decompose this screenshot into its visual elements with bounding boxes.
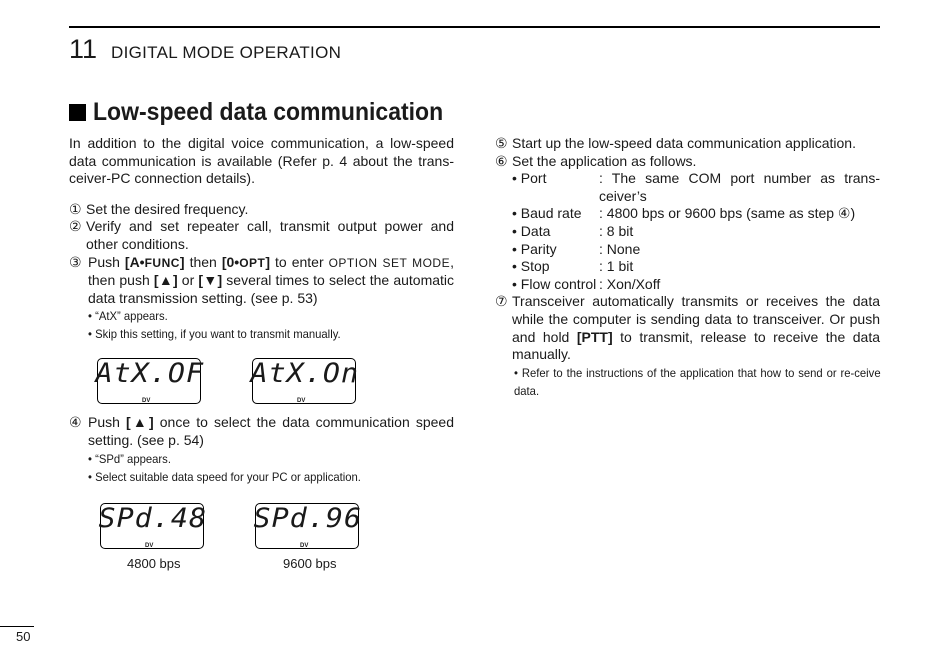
setting-key: • Parity: [512, 240, 557, 257]
text-run: once to select the data communication speed setting. (see p. 54): [88, 414, 454, 448]
step-4: [69, 414, 454, 449]
dv-indicator: DV: [300, 542, 309, 549]
step-number: ③: [69, 253, 82, 270]
text-run: Transceiver automatically transmits or receives the data while the computer is sending data to transceiver. Or push and hold: [512, 293, 880, 345]
lcd-display-speed-4800: [98, 502, 208, 549]
step-text: Set the desired frequency.: [86, 200, 249, 217]
settings-list: [512, 170, 880, 293]
header-rule: [69, 26, 880, 28]
step-text: Set the application as follows.: [512, 152, 697, 169]
step-number: ⑥: [495, 152, 508, 169]
section-title-text: Low-speed data communication: [93, 98, 444, 126]
text-run: then: [184, 253, 222, 270]
setting-key: • Stop: [512, 258, 550, 275]
text-run: to transmit, release to receive the data manually.: [512, 328, 881, 363]
func-key-label: [125, 254, 185, 270]
lcd-display-atx-on: [250, 358, 360, 405]
setting-value: : The same COM port number as trans-ceiver’s: [599, 170, 880, 204]
step-6: [495, 153, 880, 171]
note: • “AtX” appears.: [88, 309, 168, 324]
setting-value: : None: [599, 240, 641, 257]
lcd-row-atx: [69, 350, 454, 408]
setting-value: : 8 bit: [599, 222, 634, 239]
text-run: to enter: [270, 253, 329, 270]
lcd-readout: AtX.OF: [95, 358, 205, 390]
step-number: ⑤: [495, 135, 508, 151]
step-number: ④: [69, 414, 82, 431]
step-text: Verify and set repeater call, transmit output power and other conditions.: [86, 218, 454, 252]
step-3: [69, 254, 454, 308]
setting-key: • Data: [512, 222, 551, 239]
setting-key: • Port: [512, 170, 547, 187]
chapter-heading: [69, 34, 341, 65]
setting-value: : 4800 bps or 9600 bps (same as step ④): [599, 205, 856, 222]
step-5: [495, 135, 880, 153]
setting-row-stop: [512, 258, 880, 276]
dv-indicator: DV: [145, 542, 154, 549]
lcd-readout: AtX.On: [250, 358, 360, 390]
dv-indicator: DV: [297, 398, 306, 405]
setting-key: • Baud rate: [512, 205, 582, 222]
lcd-display-speed-9600: [253, 502, 363, 549]
section-title: [69, 98, 474, 127]
key-text: [A•: [124, 253, 145, 270]
step-2: [69, 218, 454, 253]
step-number: ①: [69, 200, 82, 217]
key-subtext: FUNC: [144, 255, 180, 270]
left-column: [69, 135, 454, 579]
lcd-readout: SPd.96: [253, 502, 363, 534]
step-text: [88, 414, 454, 449]
down-key-label: [▼]: [198, 272, 223, 289]
chapter-title: DIGITAL MODE OPERATION: [111, 43, 342, 62]
setting-value: : Xon/Xoff: [599, 275, 661, 292]
text-run: , then push: [88, 253, 454, 289]
lcd-readout: SPd.48: [98, 502, 208, 534]
lcd-row-speed: [69, 493, 454, 573]
setting-row-parity: [512, 241, 880, 259]
text-run: Push: [88, 414, 127, 431]
text-run: several times to select the automatic data transmission setting. (see p. 53): [88, 272, 455, 306]
text-run: or: [177, 272, 199, 289]
setting-row-baud-rate: [512, 205, 880, 223]
mode-name: OPTION SET MODE: [328, 255, 451, 270]
step-1: [69, 201, 454, 219]
step-7: [495, 293, 880, 363]
text-run: Push: [88, 253, 125, 270]
intro-paragraph: In addition to the digital voice communication, a low-speed data communication is available (Refer p. 4 about the trans-ceiver-PC connection details).: [69, 135, 454, 187]
footer-rule: [0, 626, 34, 627]
section-square-icon: [69, 104, 86, 121]
setting-value: : 1 bit: [599, 258, 634, 275]
step-text: [512, 293, 880, 363]
dv-indicator: DV: [142, 398, 151, 405]
caption-4800: 4800 bps: [127, 555, 181, 571]
up-key-label: [▲]: [126, 414, 154, 431]
opt-key-label: [222, 254, 270, 270]
note: • Refer to the instructions of the application that how to send or re-ceive data.: [514, 365, 881, 398]
key-text: ]: [265, 253, 271, 270]
step-number: ⑦: [495, 293, 508, 310]
note: • Select suitable data speed for your PC or application.: [88, 469, 361, 484]
note: • Skip this setting, if you want to transmit manually.: [88, 327, 341, 342]
key-subtext: OPT: [239, 255, 266, 270]
ptt-key-label: [PTT]: [576, 328, 613, 345]
key-text: ]: [179, 253, 185, 270]
setting-row-flow-control: [512, 276, 880, 294]
up-key-label: [▲]: [153, 272, 178, 289]
caption-9600: 9600 bps: [283, 555, 337, 571]
chapter-number: 11: [69, 34, 98, 64]
setting-row-data: [512, 223, 880, 241]
setting-key: • Flow control: [512, 275, 597, 292]
step-number: ②: [69, 218, 82, 235]
lcd-display-atx-off: [95, 358, 205, 405]
step-text: [88, 254, 454, 308]
page-number: 50: [16, 629, 31, 644]
note: • “SPd” appears.: [88, 451, 171, 466]
setting-row-port: [512, 170, 880, 205]
step-text: Start up the low-speed data communication application.: [512, 135, 856, 151]
right-column: [495, 135, 880, 400]
key-text: [0•: [221, 253, 240, 270]
